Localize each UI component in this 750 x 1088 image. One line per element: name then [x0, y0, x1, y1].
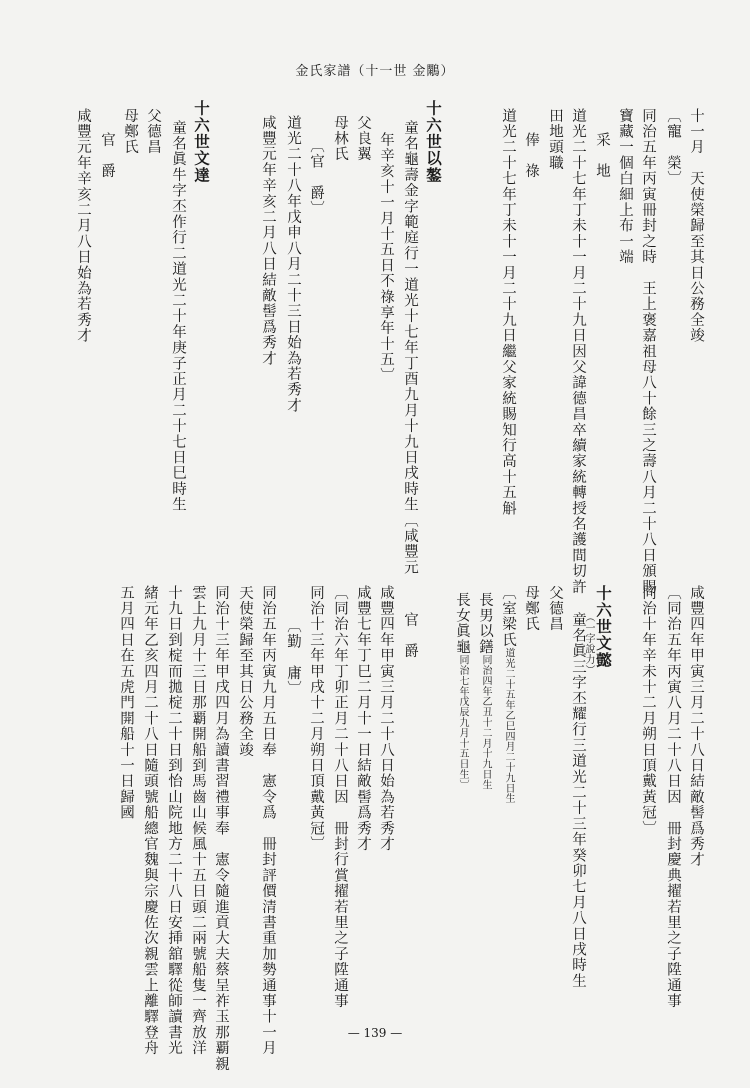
daughter-birth: 同治七年戊辰九月十五日生〕	[457, 654, 468, 791]
son-birth: 同治四年乙丑十二月十九日生	[480, 654, 491, 791]
section-heading: 俸 祿	[523, 132, 539, 180]
text-column: 田地頭職	[547, 108, 563, 171]
section-heading: 采 地	[594, 132, 610, 180]
text-column: 母鄭氏	[122, 108, 138, 156]
section-heading: 〔官 爵〕	[308, 138, 324, 217]
generation-heading: 十六世以鏊	[424, 100, 443, 184]
text-column: 母鄭氏	[523, 585, 539, 633]
text-column: 寶藏一個白細上布一端	[617, 108, 633, 265]
text-column: 十九日到椗而拋椗二十日到怡山院地方二十八日安挿舘驛從師讀書光	[166, 585, 182, 1056]
text-column	[454, 592, 470, 790]
text-column: 雲上九月十三日那覇開船到馬齒山候風十五日頭二兩號船隻一齊放洋	[190, 585, 206, 1056]
daughter-name: 長女眞龜	[454, 592, 470, 655]
text-column: 道光二十八年戊申八月二十三日始為若秀才	[285, 115, 301, 414]
section-heading: 官 爵	[402, 612, 418, 660]
section-heading: 〔寵 榮〕	[665, 108, 681, 187]
spouse-birth: 道光二十五年乙巳四月二十九日生	[503, 647, 514, 804]
section-heading: 〔勤 庸〕	[285, 618, 301, 697]
text-column: 童名眞三字丕耀行三道光二十三年癸卯七月八日戌時生	[570, 612, 586, 989]
spouse-name: 〔室梁氏	[500, 585, 516, 648]
text-column: 天使榮歸至其日公務全竣	[237, 585, 253, 758]
text-column: 同治十三年甲戌十二月朔日頂戴黃冠〕	[308, 585, 324, 852]
text-column: 〔同治五年丙寅八月二十八日因 冊封慶典擢若里之子陞通事	[665, 585, 681, 1009]
text-column: 父德昌	[547, 585, 563, 633]
text-column: 咸豐七年丁巳二月十一日結敵髻爲秀才	[355, 585, 371, 852]
generation-heading: 十六世文懿	[594, 585, 613, 669]
section-heading: 官 爵	[99, 132, 115, 180]
text-column	[477, 592, 493, 790]
text-column: 道光二十七年丁未十一月二十九日繼父家統賜知行高十五斛	[500, 108, 516, 517]
text-column: 童名龜壽金字範庭行一道光十七年丁酉九月十九日戌時生〔咸豐元	[402, 120, 418, 576]
son-name: 長男以鐥	[477, 592, 493, 655]
text-column: 咸豐元年辛亥二月八日始為若秀才	[75, 108, 91, 344]
annotation: （一字說力）	[583, 612, 594, 675]
generation-heading: 十六世文達	[192, 100, 211, 184]
text-column: 咸豐四年甲寅三月二十八日結敵髻爲秀才	[688, 585, 704, 868]
text-column: 咸豐四年甲寅三月二十八日始為若秀才	[378, 585, 394, 852]
text-column: 緒元年乙亥四月二十八日隨頭號船總官魏與宗慶佐次親雲上離驛登舟	[142, 585, 158, 1056]
text-column: 父良翼	[355, 115, 371, 163]
text-column: 同治十年辛未十二月朔日頂戴黃冠〕	[640, 585, 656, 837]
text-column: 十一月 天使榮歸至其日公務全竣	[688, 108, 704, 344]
text-column: 咸豐元年辛亥二月八日結敵髻爲秀才	[260, 115, 276, 367]
text-column: 同治五年丙寅冊封之時 王上褒嘉祖母八十餘三之壽八月二十八日頒賜	[640, 108, 656, 595]
text-column	[500, 585, 516, 804]
text-column: 〔同治六年丁卯正月二十八日因 冊封行賞擢若里之子陞通事	[332, 585, 348, 1009]
text-column: 道光二十七年丁未十一月二十九日因父諱德昌卒續家統轉授名護間切許	[570, 108, 586, 595]
text-column: 父德昌	[145, 108, 161, 156]
text-column: 五月四日在五虎門開船十一日歸國	[118, 585, 134, 821]
text-column: 母林氏	[332, 115, 348, 163]
text-column: 童名眞牛字丕作行二道光二十年庚子正月二十七日巳時生	[170, 120, 186, 513]
text-column: 年辛亥十一月十五日不祿享年十五〕	[378, 132, 394, 384]
text-column: 同治五年丙寅九月五日奉 憲令爲 冊封評價清書重加勢通事十一月	[260, 585, 276, 1056]
page-number: — 139 —	[347, 1026, 403, 1040]
text-column: 同治十三年甲戌四月為讀書習禮事奉 憲令隨進貢大夫蔡呈祚玉那覇親	[213, 585, 229, 1072]
page-header: 金氏家譜（十一世 金鷴）	[295, 64, 455, 79]
